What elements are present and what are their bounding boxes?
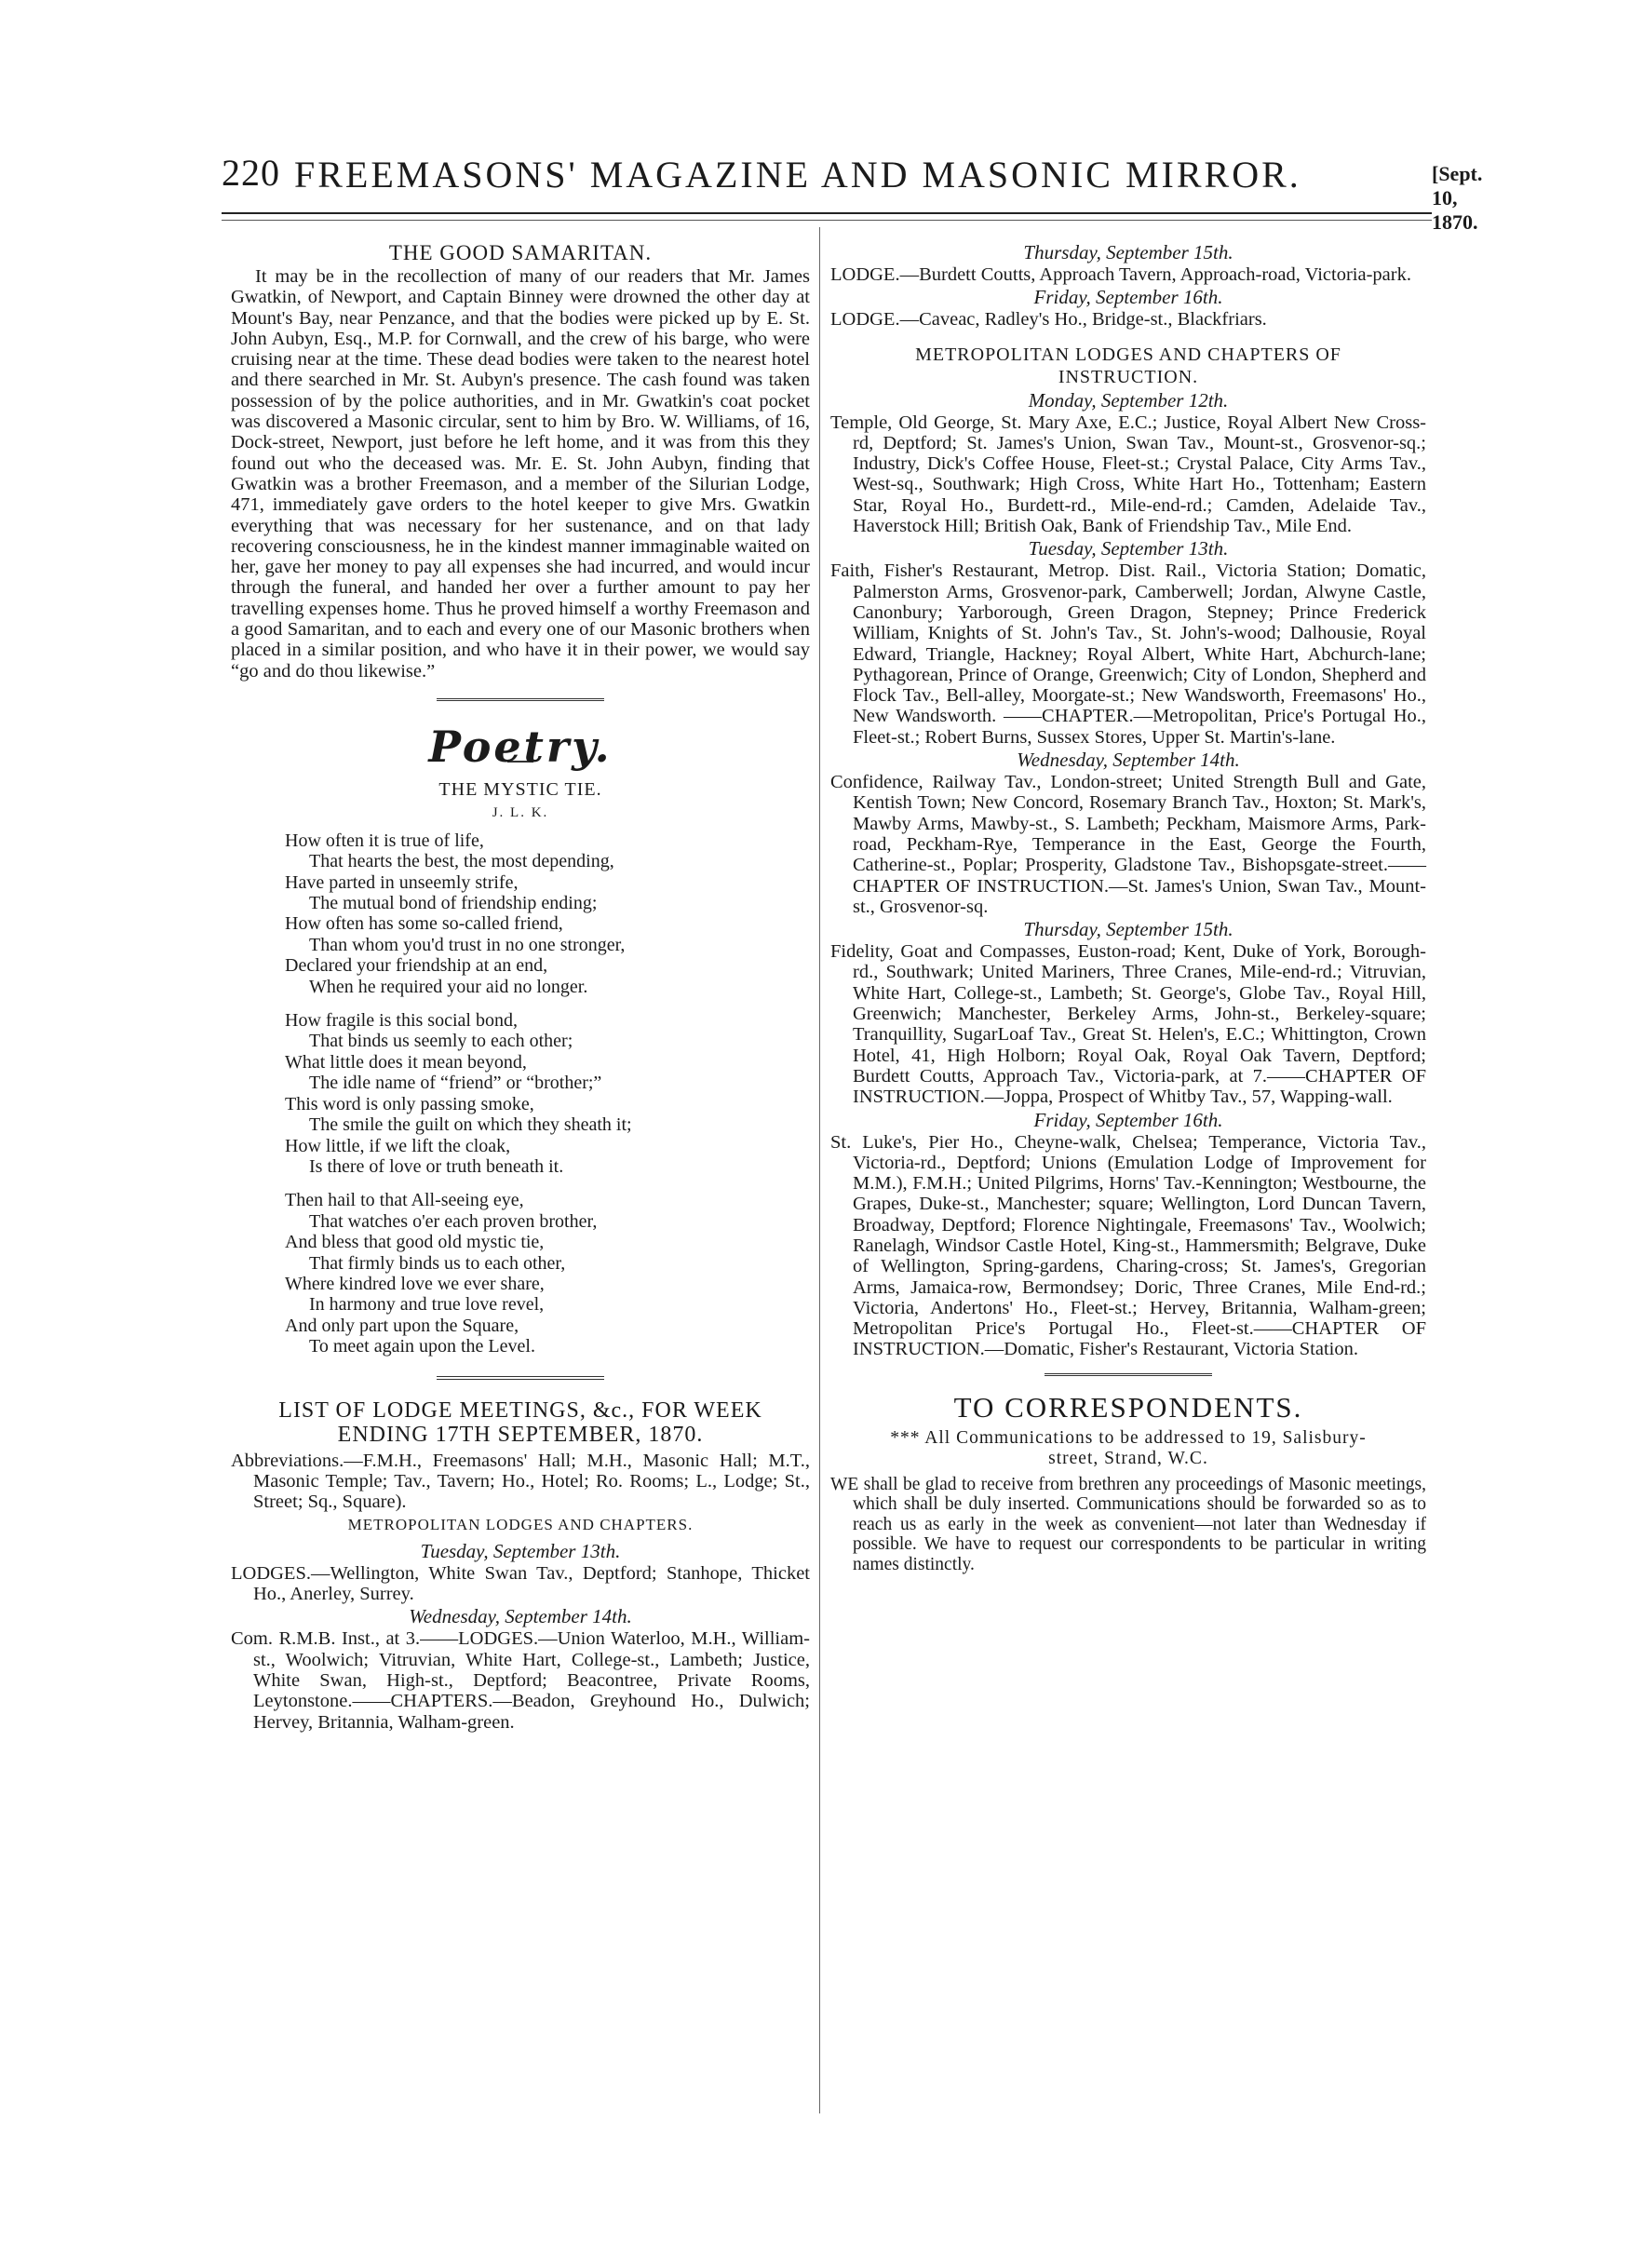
day-heading: Tuesday, September 13th. bbox=[1028, 537, 1229, 560]
day-entry: Fidelity, Goat and Compasses, Euston-road; Kent, Duke of York, Borough-rd., Southwark; United Mariners, Three Cranes, Mile-end-rd.; Vitruvian, White Hart, College-st., Lambeth; St. George's, Globe Tav., Royal Hill, Greenwich; Manchester, Berkeley Arms, John-st., Berkeley-square; Tranquillity, SugarLoaf Tav., Great St. Helen's, E.C.; Whittington, Crown Hotel, 41, High Holborn; Royal Oak, Royal Oak Tavern, Deptford; Burdett Coutts, Approach Tav., Victoria-park, at 7.——CHAPTER OF INSTRUCTION.—Joppa, Prospect of Whitby Tav., 57, Wapping-wall. bbox=[830, 941, 1426, 1108]
poem-line: The idle name of “friend” or “brother;” bbox=[309, 1073, 602, 1094]
poem-line: That binds us seemly to each other; bbox=[309, 1031, 573, 1052]
issue-date: [Sept. 10, 1870. bbox=[1432, 162, 1483, 234]
section-divider bbox=[437, 1376, 604, 1380]
poem-line: When he required your aid no longer. bbox=[309, 976, 588, 997]
poem-line: How often it is true of life, bbox=[285, 830, 484, 851]
day-heading: Thursday, September 15th. bbox=[1023, 918, 1233, 941]
instruction-heading: METROPOLITAN LODGES AND CHAPTERS OF INSTRUCTION. bbox=[915, 344, 1341, 387]
masthead-title: FREEMASONS' MAGAZINE AND MASONIC MIRROR. bbox=[294, 154, 1301, 196]
day-entry: Com. R.M.B. Inst., at 3.——LODGES.—Union Waterloo, M.H., William-st., Woolwich; Vitruvian, White Hart, College-st., Lambeth; Justice, White Swan, High-st., Deptford; Beacontree, Private Rooms, Leytonstone.——CHAPTERS.—Beadon, Greyhound Ho., Dulwich; Hervey, Britannia, Walham-green. bbox=[231, 1628, 810, 1733]
poetry-section-title: Poetry. bbox=[428, 721, 613, 772]
good-samaritan-body: It may be in the recollection of many of our readers that Mr. James Gwatkin, of Newport, and Captain Binney were drowned the other day at Mount's Bay, near Penzance, and that the bodies were picked up by E. St. John Aubyn, Esq., M.P. for Cornwall, and the crew of his barge, who were cruising near at the time. These dead bodies were taken to the nearest hotel and there searched in Mr. St. Aubyn's presence. The cash found was taken possession of by the police authorities, and in Mr. Gwatkin's coat pocket was discovered a Masonic circular, sent to him by Bro. W. Williams, of 16, Dock-street, Newport, just before he left home, and it was from this they found out who the deceased was. Mr. E. St. John Aubyn, finding that Gwatkin was a brother Freemason, and a member of the Silurian Lodge, 471, immediately gave orders to the hotel keeper to give Mrs. Gwatkin everything that was necessary for her sustenance, and on that lady recovering consciousness, he in the kindest manner immaginable waited on her, gave her money to pay all expenses she had incurred, and would incur through the funeral, and handed her over a further amount to pay her travelling expenses home. Thus he proved himself a worthy Freemason and a good Samaritan, and to each and every one of our Masonic brothers when placed in a similar position, and who have it in their power, we would say “go and do thou likewise.” bbox=[231, 266, 810, 682]
day-heading: Friday, September 16th. bbox=[1033, 1108, 1223, 1131]
poem-line: That hearts the best, the most depending, bbox=[309, 851, 614, 872]
correspondents-heading: TO CORRESPONDENTS. bbox=[953, 1390, 1303, 1424]
poem-title: THE MYSTIC TIE. bbox=[438, 779, 602, 801]
poem-line: How often has some so-called friend, bbox=[285, 913, 563, 935]
abbreviations: Abbreviations.—F.M.H., Freemasons' Hall; M.H., Masonic Hall; M.T., Masonic Temple; Tav., Tavern; Ho., Hotel; Ro. Rooms; L., Lodge; St., Street; Sq., Square). bbox=[231, 1450, 810, 1513]
page-header bbox=[222, 151, 1483, 234]
header-rule-thin bbox=[222, 220, 1432, 221]
poem-stanza bbox=[285, 830, 788, 997]
good-samaritan-heading: THE GOOD SAMARITAN. bbox=[388, 241, 653, 264]
day-entry: LODGE.—Caveac, Radley's Ho., Bridge-st., Blackfriars. bbox=[830, 309, 1267, 331]
poem-stanza bbox=[285, 1010, 788, 1177]
poem-line: Than whom you'd trust in no one stronger, bbox=[309, 934, 626, 955]
poem-line: The mutual bond of friendship ending; bbox=[309, 893, 598, 914]
day-heading: Friday, September 16th. bbox=[1033, 286, 1223, 309]
correspondents-notice: *** All Communications to be addressed to 19, Salisbury-street, Strand, W.C. bbox=[890, 1427, 1367, 1468]
day-entry: LODGES.—Wellington, White Swan Tav., Deptford; Stanhope, Thicket Ho., Anerley, Surrey. bbox=[231, 1562, 810, 1605]
day-entry: St. Luke's, Pier Ho., Cheyne-walk, Chelsea; Temperance, Victoria Tav., Victoria-rd., Deptford; Unions (Emulation Lodge of Improvement for M.M.), F.M.H.; United Pilgrims, Horns' Tav.-Kennington; Westbourne, the Grapes, Duke-st., Manchester; square; Wellington, Lord Duncan Tavern, Broadway, Deptford; Florence Nightingale, Freemasons' Tav., Woolwich; Ranelagh, Windsor Castle Hotel, King-st., Hammersmith; Belgrave, Duke of Wellington, Spring-gardens, Charing-cross; St. James's, Gregorian Arms, Jamaica-row, Bermondsey; Doric, Three Cranes, Mile End-rd.; Victoria, Andertons' Ho., Fleet-st.; Hervey, Britannia, Walham-green; Metropolitan Price's Portugal Ho., Fleet-st.——CHAPTER OF INSTRUCTION.—Domatic, Fisher's Restaurant, Victoria Station. bbox=[830, 1131, 1426, 1360]
poem-line: Declared your friendship at an end, bbox=[285, 955, 548, 977]
lodge-list-heading: LIST OF LODGE MEETINGS, &c., FOR WEEK ENDING 17TH SEPTEMBER, 1870. bbox=[278, 1397, 762, 1447]
poem-line: That firmly binds us to each other, bbox=[309, 1252, 566, 1274]
poem-line: How fragile is this social bond, bbox=[285, 1010, 518, 1032]
section-divider bbox=[437, 698, 604, 703]
poem-line: That watches o'er each proven brother, bbox=[309, 1210, 598, 1232]
metro-lodges-heading: METROPOLITAN LODGES AND CHAPTERS. bbox=[347, 1516, 694, 1534]
day-entry: Temple, Old George, St. Mary Axe, E.C.; Justice, Royal Albert New Cross-rd, Deptford; St. James's Union, Swan Tav., Mount-st., Grosvenor-sq.; Industry, Dick's Coffee House, Fleet-st.; Crystal Palace, City Arms Tav., West-sq., Southwark; High Cross, White Hart Ho., Tottenham; Eastern Star, Royal Ho., Burdett-rd., Mile-end-rd.; Camden, Adelaide Tav., Haverstock Hill; British Oak, Bank of Friendship Tav., Mile End. bbox=[830, 412, 1426, 537]
day-heading: Wednesday, September 14th. bbox=[409, 1605, 632, 1628]
day-heading: Monday, September 12th. bbox=[1028, 388, 1229, 412]
poem-line: Where kindred love we ever share, bbox=[285, 1273, 545, 1294]
section-divider bbox=[1045, 1373, 1212, 1378]
correspondents-body: WE shall be glad to receive from brethren any proceedings of Masonic meetings, which shall be duly inserted. Communications should be forwarded so as to reach us as early in the week as convenient—not later than Wednesday if possible. We have to request our correspondents to be particular in writing names distinctly. bbox=[830, 1474, 1426, 1574]
poem-line: Then hail to that All-seeing eye, bbox=[285, 1190, 524, 1211]
poem-line: And bless that good old mystic tie, bbox=[285, 1232, 545, 1253]
poem-line: To meet again upon the Level. bbox=[309, 1336, 535, 1357]
left-column bbox=[231, 240, 810, 1733]
poem-line: This word is only passing smoke, bbox=[285, 1093, 534, 1114]
poem-stanza bbox=[285, 1190, 788, 1357]
poem-line: And only part upon the Square, bbox=[285, 1315, 519, 1336]
poem-line: What little does it mean beyond, bbox=[285, 1051, 527, 1073]
poem-line: How little, if we lift the cloak, bbox=[285, 1135, 511, 1156]
page-number: 220 bbox=[222, 152, 280, 194]
poem-line: The smile the guilt on which they sheath it; bbox=[309, 1114, 632, 1136]
poem-line: Is there of love or truth beneath it. bbox=[309, 1155, 564, 1177]
day-heading: Wednesday, September 14th. bbox=[1017, 749, 1240, 772]
poem-line: Have parted in unseemly strife, bbox=[285, 871, 519, 893]
day-entry: Faith, Fisher's Restaurant, Metrop. Dist. Rail., Victoria Station; Domatic, Palmerston Arms, Grosvenor-park, Camberwell; Jordan, Alwyne Castle, Canonbury; Yarborough, Green Dragon, Stepney; Prince Frederick William, Knights of St. John's Tav., St. John's-wood; Dalhousie, Royal Edward, Triangle, Hackney; Royal Albert, White Hart, Abchurch-lane; Pythagorean, Prince of Orange, Greenwich; City of London, Shepherd and Flock Tav., Bell-alley, Moorgate-st.; New Wandsworth, Freemasons' Ho., New Wandsworth. ——CHAPTER.—Metropolitan, Price's Portugal Ho., Fleet-st.; Robert Burns, Sussex Stores, Upper St. Martin's-lane. bbox=[830, 560, 1426, 748]
day-heading: Tuesday, September 13th. bbox=[420, 1539, 621, 1562]
poem-body bbox=[285, 830, 788, 1357]
column-divider bbox=[819, 227, 820, 2113]
right-column bbox=[830, 240, 1426, 1574]
poem-line: In harmony and true love revel, bbox=[309, 1294, 545, 1316]
header-rule bbox=[222, 212, 1432, 214]
day-entry: Confidence, Railway Tav., London-street; United Strength Bull and Gate, Kentish Town; New Concord, Rosemary Branch Tav., Hoxton; St. Mark's, Mawby Arms, Mawby-st., S. Lambeth; Peckham, Maismore Arms, Park-road, Peckham-Rye, Temperance in the East, George the Fourth, Catherine-st., Poplar; Prosperity, Gladstone Tav., Bishopsgate-street.—— CHAPTER OF INSTRUCTION.—St. James's Union, Swan Tav., Mount-st., Grosvenor-sq. bbox=[830, 772, 1426, 917]
day-entry: LODGE.—Burdett Coutts, Approach Tavern, Approach-road, Victoria-park. bbox=[830, 264, 1411, 285]
day-heading: Thursday, September 15th. bbox=[1023, 241, 1233, 263]
poem-author: J. L. K. bbox=[492, 804, 549, 820]
